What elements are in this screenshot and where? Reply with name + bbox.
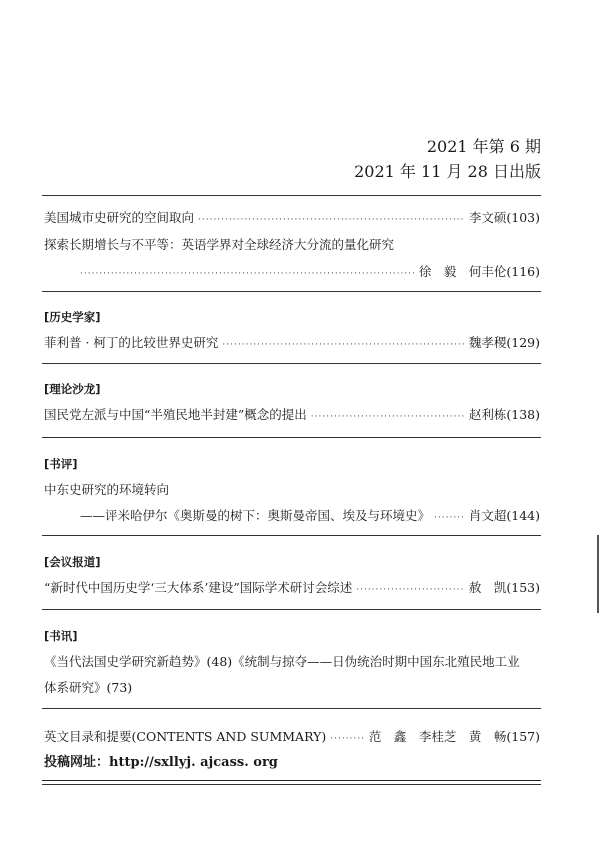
article-author: 赵利栋(138) xyxy=(468,407,540,422)
article-author: 徐 毅 何丰伦(116) xyxy=(418,264,540,279)
submission-url[interactable]: http://sxllyj. ajcass. org xyxy=(109,755,278,770)
divider xyxy=(42,609,541,610)
section-label: [历史学家] xyxy=(44,310,101,324)
divider xyxy=(42,363,541,364)
article-entry[interactable] xyxy=(44,333,540,351)
section-label: [书评] xyxy=(44,457,78,471)
book-news-line[interactable]: 体系研究》(73) xyxy=(44,680,133,695)
article-author: 李文硕(103) xyxy=(468,210,540,225)
issue-info xyxy=(354,134,541,184)
article-author: 魏孝稷(129) xyxy=(468,335,540,350)
leader-dots xyxy=(198,215,465,225)
section-label: [理论沙龙] xyxy=(44,382,101,396)
page-edge-mark xyxy=(597,535,599,613)
bottom-double-rule xyxy=(42,784,541,785)
article-entry[interactable] xyxy=(44,578,540,596)
leader-dots xyxy=(434,513,465,523)
article-author: 范 鑫 李桂芝 黄 畅(157) xyxy=(368,729,540,744)
article-author: 赦 凯(153) xyxy=(468,580,540,595)
bottom-double-rule xyxy=(42,780,541,781)
book-news-line[interactable]: 《当代法国史学研究新趋势》(48)《统制与掠夺——日伪统治时期中国东北殖民地工业 xyxy=(44,654,520,669)
divider xyxy=(42,437,541,438)
article-entry[interactable] xyxy=(80,262,540,280)
publication-date: 2021 年 11 月 28 日出版 xyxy=(354,162,541,181)
article-title: 英文目录和提要(CONTENTS AND SUMMARY) xyxy=(44,729,327,744)
section-label: [书讯] xyxy=(44,629,78,643)
leader-dots xyxy=(356,585,465,595)
article-title: 美国城市史研究的空间取向 xyxy=(44,210,195,225)
issue-number: 2021 年第 6 期 xyxy=(426,137,541,156)
divider xyxy=(42,195,541,196)
divider xyxy=(42,535,541,536)
leader-dots xyxy=(330,734,365,744)
article-title[interactable]: 中东史研究的环境转向 xyxy=(44,482,170,497)
article-subtitle: ——评米哈伊尔《奥斯曼的树下：奥斯曼帝国、埃及与环境史》 xyxy=(80,508,431,523)
article-title: 菲利普 · 柯丁的比较世界史研究 xyxy=(44,335,219,350)
submission-website xyxy=(44,751,278,770)
divider xyxy=(42,708,541,709)
section-label: [会议报道] xyxy=(44,555,101,569)
article-entry[interactable] xyxy=(44,208,540,226)
article-title: “新时代中国历史学‘三大体系’建设”国际学术研讨会综述 xyxy=(44,580,353,595)
leader-dots xyxy=(311,412,465,422)
article-entry[interactable] xyxy=(80,506,540,524)
submission-label: 投稿网址： xyxy=(44,755,110,770)
leader-dots xyxy=(222,340,464,350)
divider xyxy=(42,291,541,292)
article-title: 国民党左派与中国“半殖民地半封建”概念的提出 xyxy=(44,407,307,422)
article-author: 肖文超(144) xyxy=(468,508,540,523)
article-title[interactable]: 探索长期增长与不平等：英语学界对全球经济大分流的量化研究 xyxy=(44,237,395,252)
article-entry[interactable] xyxy=(44,405,540,423)
english-contents-entry[interactable] xyxy=(44,727,540,745)
leader-dots xyxy=(80,269,415,279)
